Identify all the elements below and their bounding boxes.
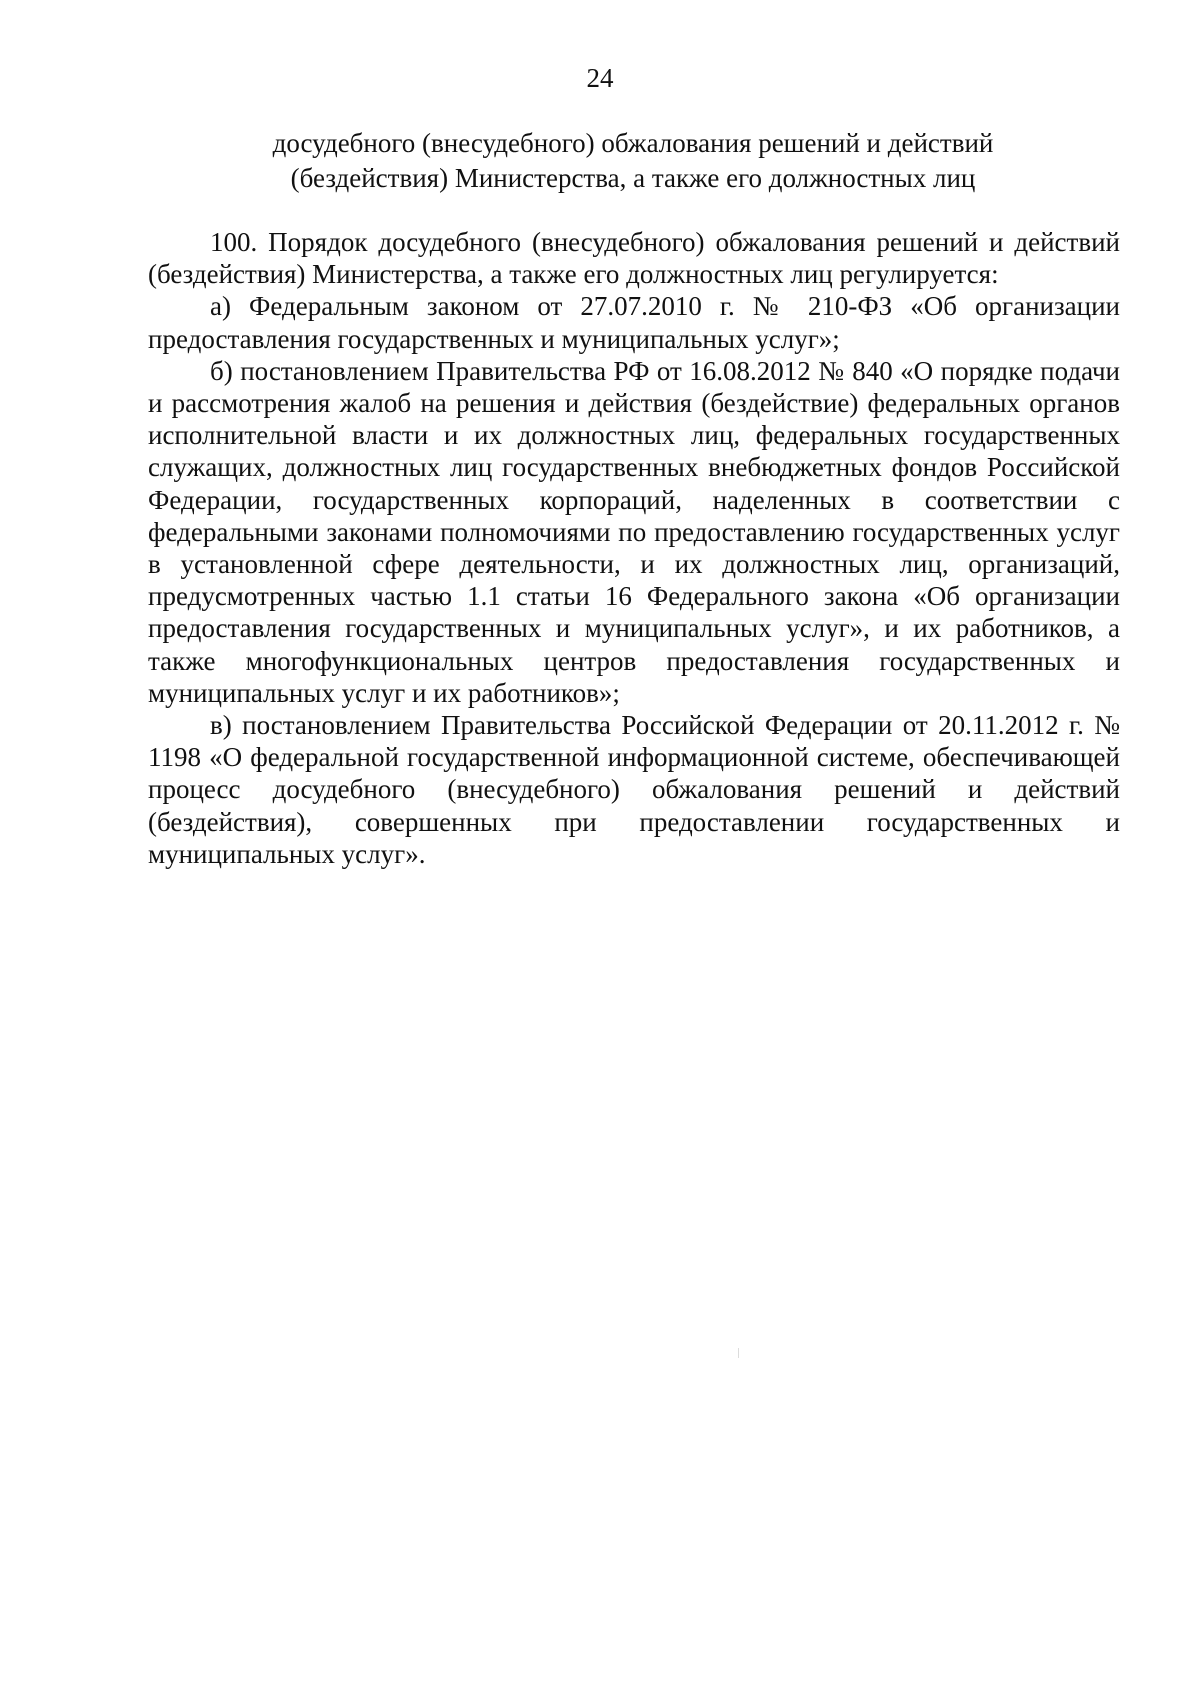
page-number: 24	[586, 63, 614, 93]
heading-line-1: досудебного (внесудебного) обжалования решений и действий	[272, 128, 994, 158]
section-heading	[148, 126, 1118, 196]
paragraph-item-a: а) Федеральным законом от 27.07.2010 г. № 210-ФЗ «Об организации предоставления государственных и муниципальных услуг»;	[148, 291, 1120, 354]
heading-line-2: (бездействия) Министерства, а также его должностных лиц	[290, 163, 976, 193]
paragraph-item-v: в) постановлением Правительства Российской Федерации от 20.11.2012 г. № 1198 «О федеральной государственной информационной системе, обеспечивающей процесс досудебного (внесудебного) обжалования решений и действий (бездействия), совершенных при предоставлении государственных и муниципальных услуг».	[148, 710, 1120, 869]
paragraph-item-b: б) постановлением Правительства РФ от 16.08.2012 № 840 «О порядке подачи и рассмотрения жалоб на решения и действия (бездействие) федеральных органов исполнительной власти и их должностных лиц, федеральных государственных служащих, должностных лиц государственных внебюджетных фондов Российской Федерации, государственных корпораций, наделенных в соответствии с федеральными законами полномочиями по предоставлению государственных услуг в установленной сфере деятельности, и их должностных лиц, организаций, предусмотренных частью 1.1 статьи 16 Федерального закона «Об организации предоставления государственных и муниципальных услуг», и их работников, а также многофункциональных центров предоставления государственных и муниципальных услуг и их работников»;	[148, 355, 1120, 708]
paragraph-100: 100. Порядок досудебного (внесудебного) обжалования решений и действий (бездействия) Министерства, а также его должностных лиц регулируется:	[148, 227, 1120, 290]
document-body	[148, 226, 1120, 870]
scan-artifact	[738, 1348, 739, 1358]
